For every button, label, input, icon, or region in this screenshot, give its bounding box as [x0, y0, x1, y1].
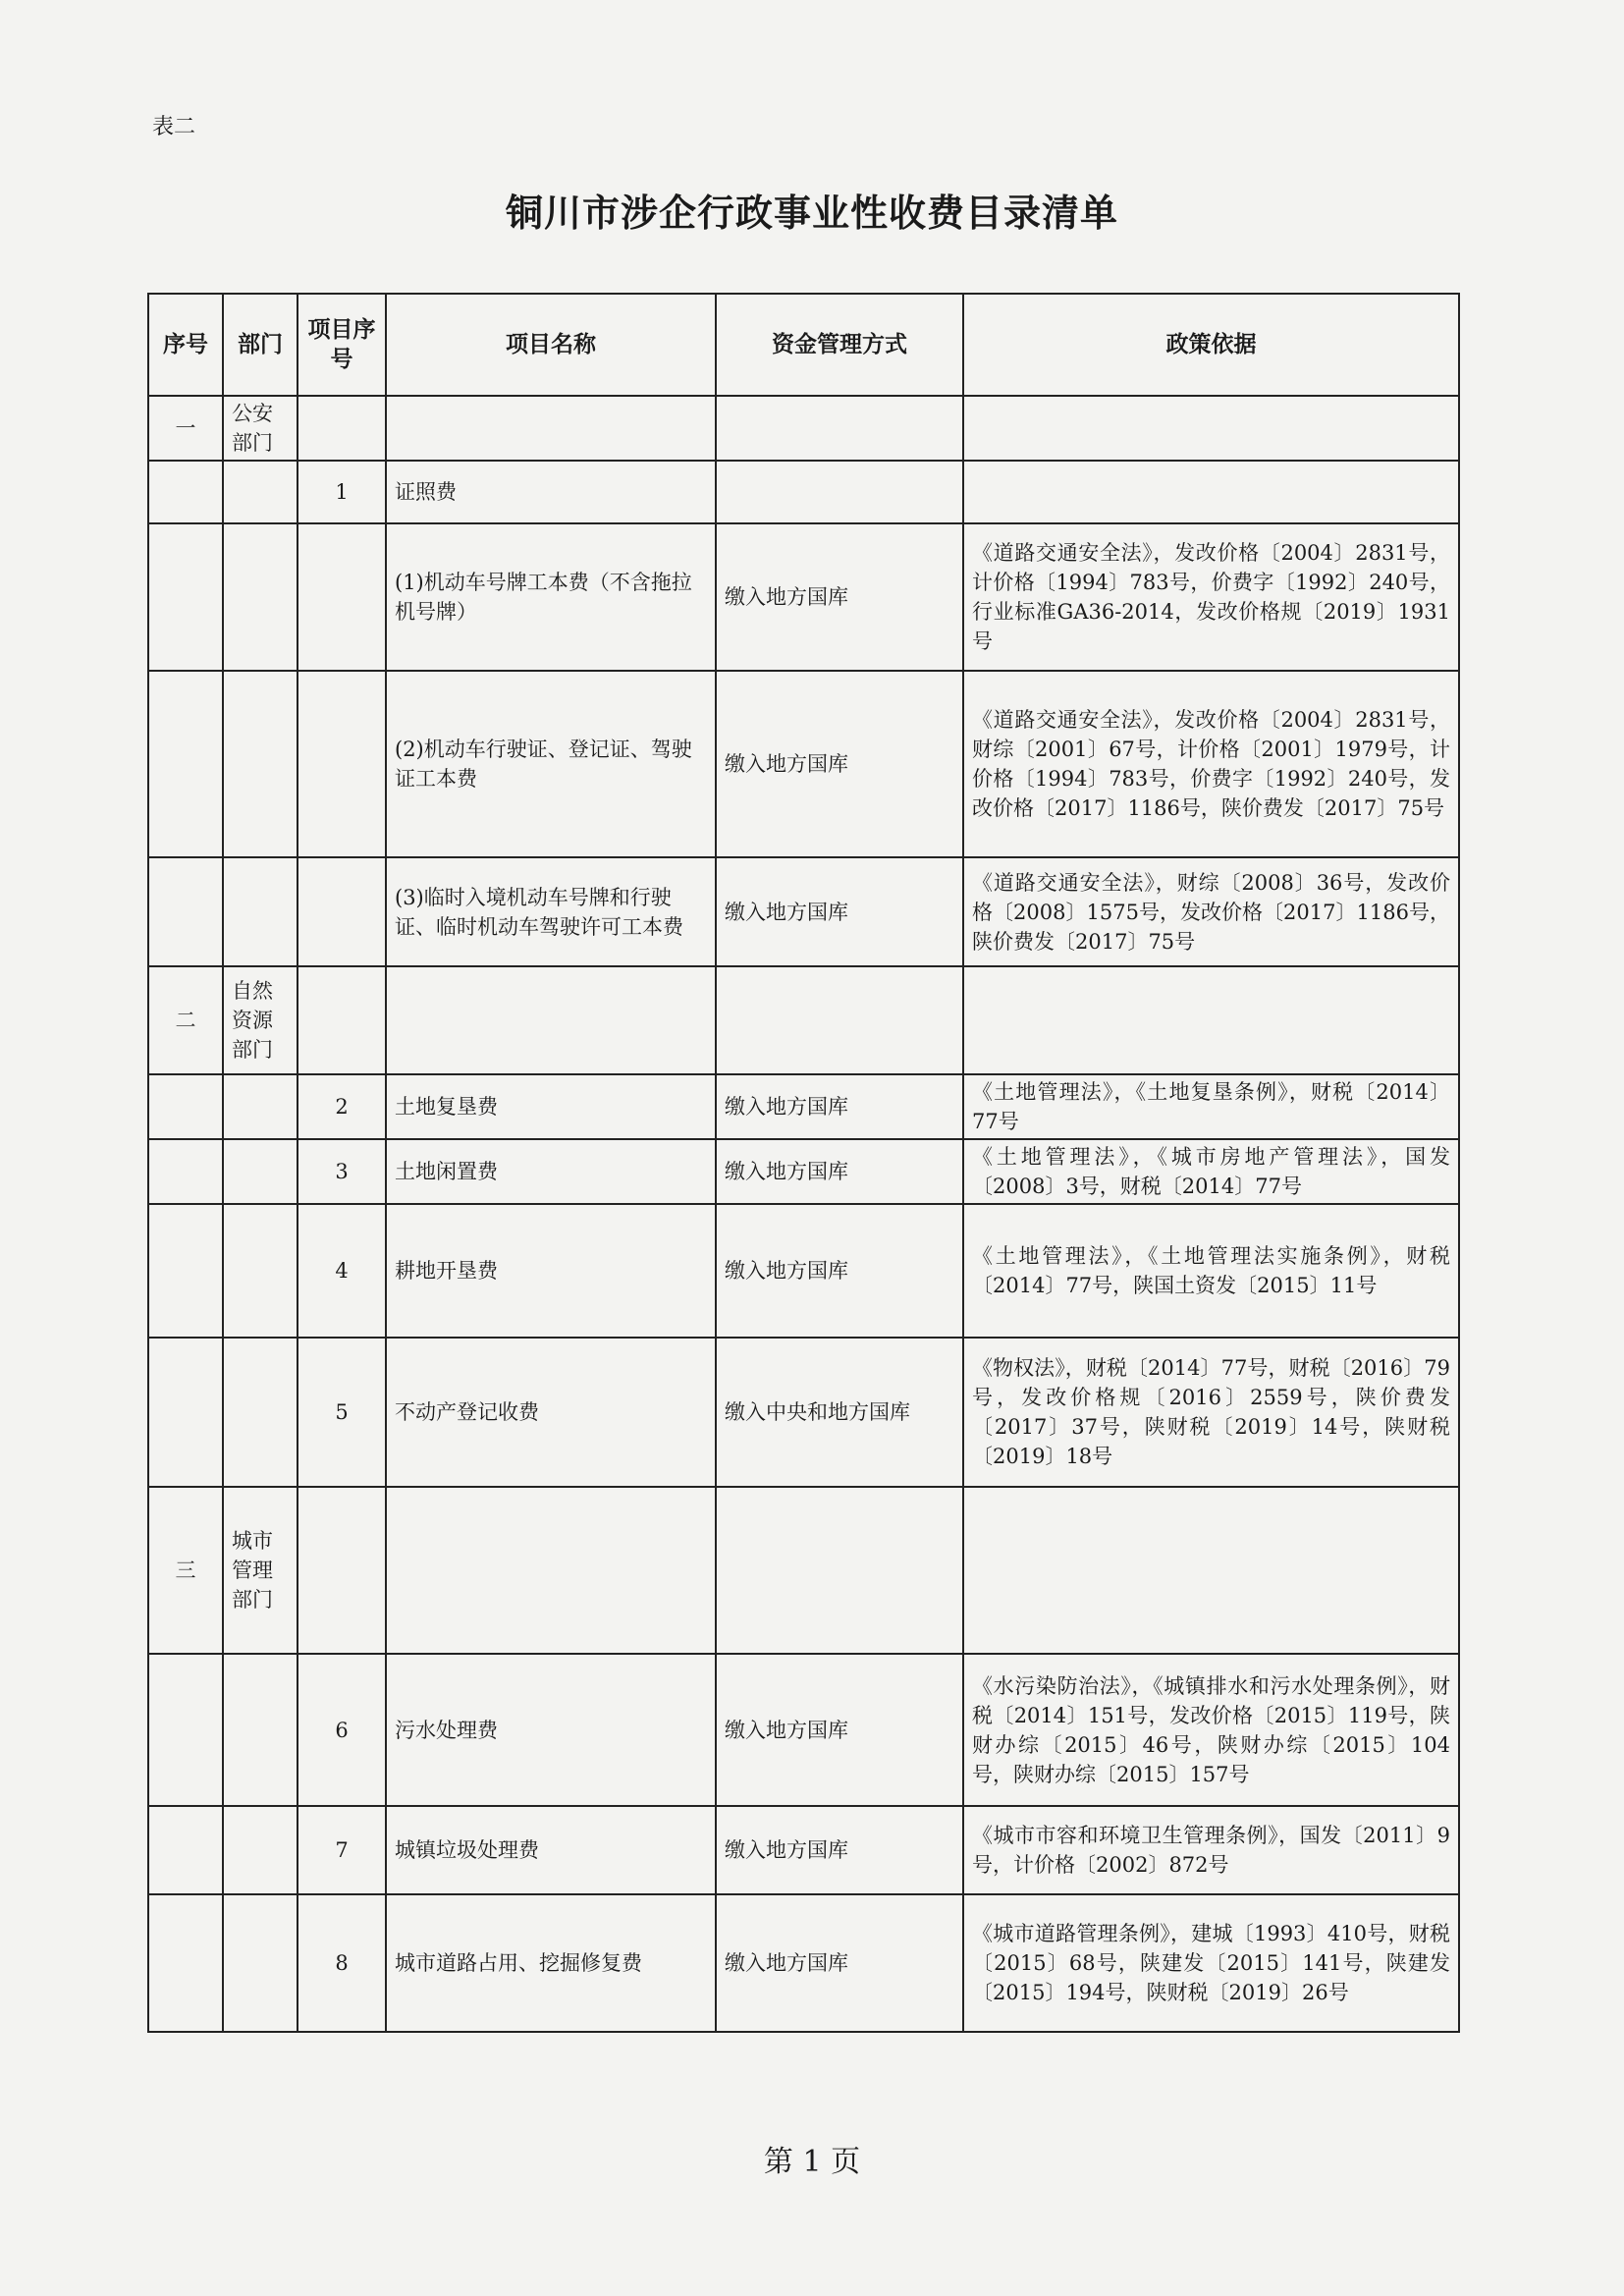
row-department [223, 1074, 298, 1139]
table-row [148, 1654, 1459, 1806]
row-department [223, 1654, 298, 1806]
row-seq [148, 1806, 223, 1894]
row-item-no [298, 671, 386, 857]
row-seq [148, 857, 223, 966]
page-number: 第 1 页 [763, 2145, 861, 2179]
fee-table [147, 293, 1460, 2033]
row-department [223, 1338, 298, 1487]
table-row [148, 1894, 1459, 2032]
table-row [148, 671, 1459, 857]
row-item-name: 城镇垃圾处理费 [386, 1806, 716, 1894]
row-item-name: 证照费 [386, 461, 716, 523]
row-seq: 一 [148, 396, 223, 461]
row-department [223, 1894, 298, 2032]
table-row [148, 1487, 1459, 1654]
row-fund-management: 缴入地方国库 [716, 1806, 963, 1894]
row-fund-management: 缴入地方国库 [716, 1139, 963, 1204]
row-item-name: 不动产登记收费 [386, 1338, 716, 1487]
row-policy-basis [963, 461, 1459, 523]
row-policy-basis: 《水污染防治法》，《城镇排水和污水处理条例》，财税〔2014〕151号，发改价格〔2015〕119号，陕财办综〔2015〕46号，陕财办综〔2015〕104号，陕财办综〔2015〕157号 [963, 1654, 1459, 1806]
row-seq: 三 [148, 1487, 223, 1654]
row-item-name [386, 1487, 716, 1654]
table-header-row [148, 294, 1459, 396]
row-item-no [298, 1487, 386, 1654]
row-seq [148, 1139, 223, 1204]
row-seq [148, 1654, 223, 1806]
table-row [148, 1074, 1459, 1139]
row-policy-basis [963, 1487, 1459, 1654]
row-item-no: 5 [298, 1338, 386, 1487]
page-label: 表二 [152, 115, 196, 139]
row-department [223, 1139, 298, 1204]
row-item-name: 土地复垦费 [386, 1074, 716, 1139]
table-row [148, 857, 1459, 966]
row-policy-basis: 《道路交通安全法》，发改价格〔2004〕2831号，计价格〔1994〕783号，价费字〔1992〕240号，行业标准GA36-2014，发改价格规〔2019〕1931号 [963, 523, 1459, 671]
table-row [148, 1806, 1459, 1894]
row-policy-basis: 《土地管理法》，《土地复垦条例》，财税〔2014〕77号 [963, 1074, 1459, 1139]
row-department [223, 1806, 298, 1894]
row-item-name [386, 966, 716, 1074]
row-item-name: 污水处理费 [386, 1654, 716, 1806]
row-fund-management: 缴入地方国库 [716, 1654, 963, 1806]
row-policy-basis [963, 966, 1459, 1074]
table-row [148, 523, 1459, 671]
row-policy-basis: 《道路交通安全法》，发改价格〔2004〕2831号，财综〔2001〕67号，计价格〔2001〕1979号，计价格〔1994〕783号，价费字〔1992〕240号，发改价格〔2017〕1186号，陕价费发〔2017〕75号 [963, 671, 1459, 857]
row-fund-management: 缴入地方国库 [716, 671, 963, 857]
row-department: 公安部门 [223, 396, 298, 461]
row-item-no [298, 396, 386, 461]
row-department [223, 461, 298, 523]
row-department [223, 857, 298, 966]
table-row [148, 1204, 1459, 1338]
row-item-name: (3)临时入境机动车号牌和行驶证、临时机动车驾驶许可工本费 [386, 857, 716, 966]
row-item-no: 7 [298, 1806, 386, 1894]
row-seq [148, 461, 223, 523]
row-policy-basis: 《道路交通安全法》，财综〔2008〕36号，发改价格〔2008〕1575号，发改价格〔2017〕1186号，陕价费发〔2017〕75号 [963, 857, 1459, 966]
row-fund-management: 缴入地方国库 [716, 1894, 963, 2032]
row-policy-basis: 《城市市容和环境卫生管理条例》，国发〔2011〕9号，计价格〔2002〕872号 [963, 1806, 1459, 1894]
table-body [148, 396, 1459, 2032]
row-seq [148, 1204, 223, 1338]
row-item-no: 4 [298, 1204, 386, 1338]
row-fund-management: 缴入地方国库 [716, 1074, 963, 1139]
row-department [223, 1204, 298, 1338]
row-item-no: 6 [298, 1654, 386, 1806]
row-seq [148, 1894, 223, 2032]
row-item-no [298, 523, 386, 671]
row-fund-management [716, 1487, 963, 1654]
row-fund-management: 缴入中央和地方国库 [716, 1338, 963, 1487]
row-policy-basis: 《土地管理法》，《城市房地产管理法》，国发〔2008〕3号，财税〔2014〕77号 [963, 1139, 1459, 1204]
table-row [148, 966, 1459, 1074]
table-row [148, 396, 1459, 461]
row-department [223, 671, 298, 857]
row-fund-management [716, 461, 963, 523]
row-policy-basis: 《土地管理法》，《土地管理法实施条例》，财税〔2014〕77号，陕国土资发〔2015〕11号 [963, 1204, 1459, 1338]
row-department: 自然资源部门 [223, 966, 298, 1074]
row-fund-management: 缴入地方国库 [716, 857, 963, 966]
row-seq [148, 671, 223, 857]
row-department [223, 523, 298, 671]
row-seq [148, 1074, 223, 1139]
document-title: 铜川市涉企行政事业性收费目录清单 [505, 191, 1118, 235]
table-row [148, 1139, 1459, 1204]
row-seq: 二 [148, 966, 223, 1074]
header-policy-basis: 政策依据 [963, 294, 1459, 396]
row-policy-basis [963, 396, 1459, 461]
row-policy-basis: 《物权法》，财税〔2014〕77号，财税〔2016〕79号，发改价格规〔2016〕2559号，陕价费发〔2017〕37号，陕财税〔2019〕14号，陕财税〔2019〕18号 [963, 1338, 1459, 1487]
header-dept: 部门 [223, 294, 298, 396]
row-item-no: 8 [298, 1894, 386, 2032]
row-item-no: 1 [298, 461, 386, 523]
row-fund-management [716, 966, 963, 1074]
header-fund-management: 资金管理方式 [716, 294, 963, 396]
row-item-no [298, 966, 386, 1074]
row-item-no: 3 [298, 1139, 386, 1204]
row-item-name [386, 396, 716, 461]
row-seq [148, 523, 223, 671]
row-item-name: 城市道路占用、挖掘修复费 [386, 1894, 716, 2032]
row-policy-basis: 《城市道路管理条例》，建城〔1993〕410号，财税〔2015〕68号，陕建发〔2015〕141号，陕建发〔2015〕194号，陕财税〔2019〕26号 [963, 1894, 1459, 2032]
table-row [148, 1338, 1459, 1487]
row-fund-management: 缴入地方国库 [716, 1204, 963, 1338]
row-fund-management [716, 396, 963, 461]
row-item-name: (2)机动车行驶证、登记证、驾驶证工本费 [386, 671, 716, 857]
table-row [148, 461, 1459, 523]
row-item-name: 耕地开垦费 [386, 1204, 716, 1338]
row-item-no [298, 857, 386, 966]
header-item-name: 项目名称 [386, 294, 716, 396]
header-item-no: 项目序号 [298, 294, 386, 396]
row-fund-management: 缴入地方国库 [716, 523, 963, 671]
row-item-no: 2 [298, 1074, 386, 1139]
header-seq: 序号 [148, 294, 223, 396]
row-item-name: 土地闲置费 [386, 1139, 716, 1204]
row-item-name: (1)机动车号牌工本费（不含拖拉机号牌） [386, 523, 716, 671]
row-seq [148, 1338, 223, 1487]
row-department: 城市管理部门 [223, 1487, 298, 1654]
